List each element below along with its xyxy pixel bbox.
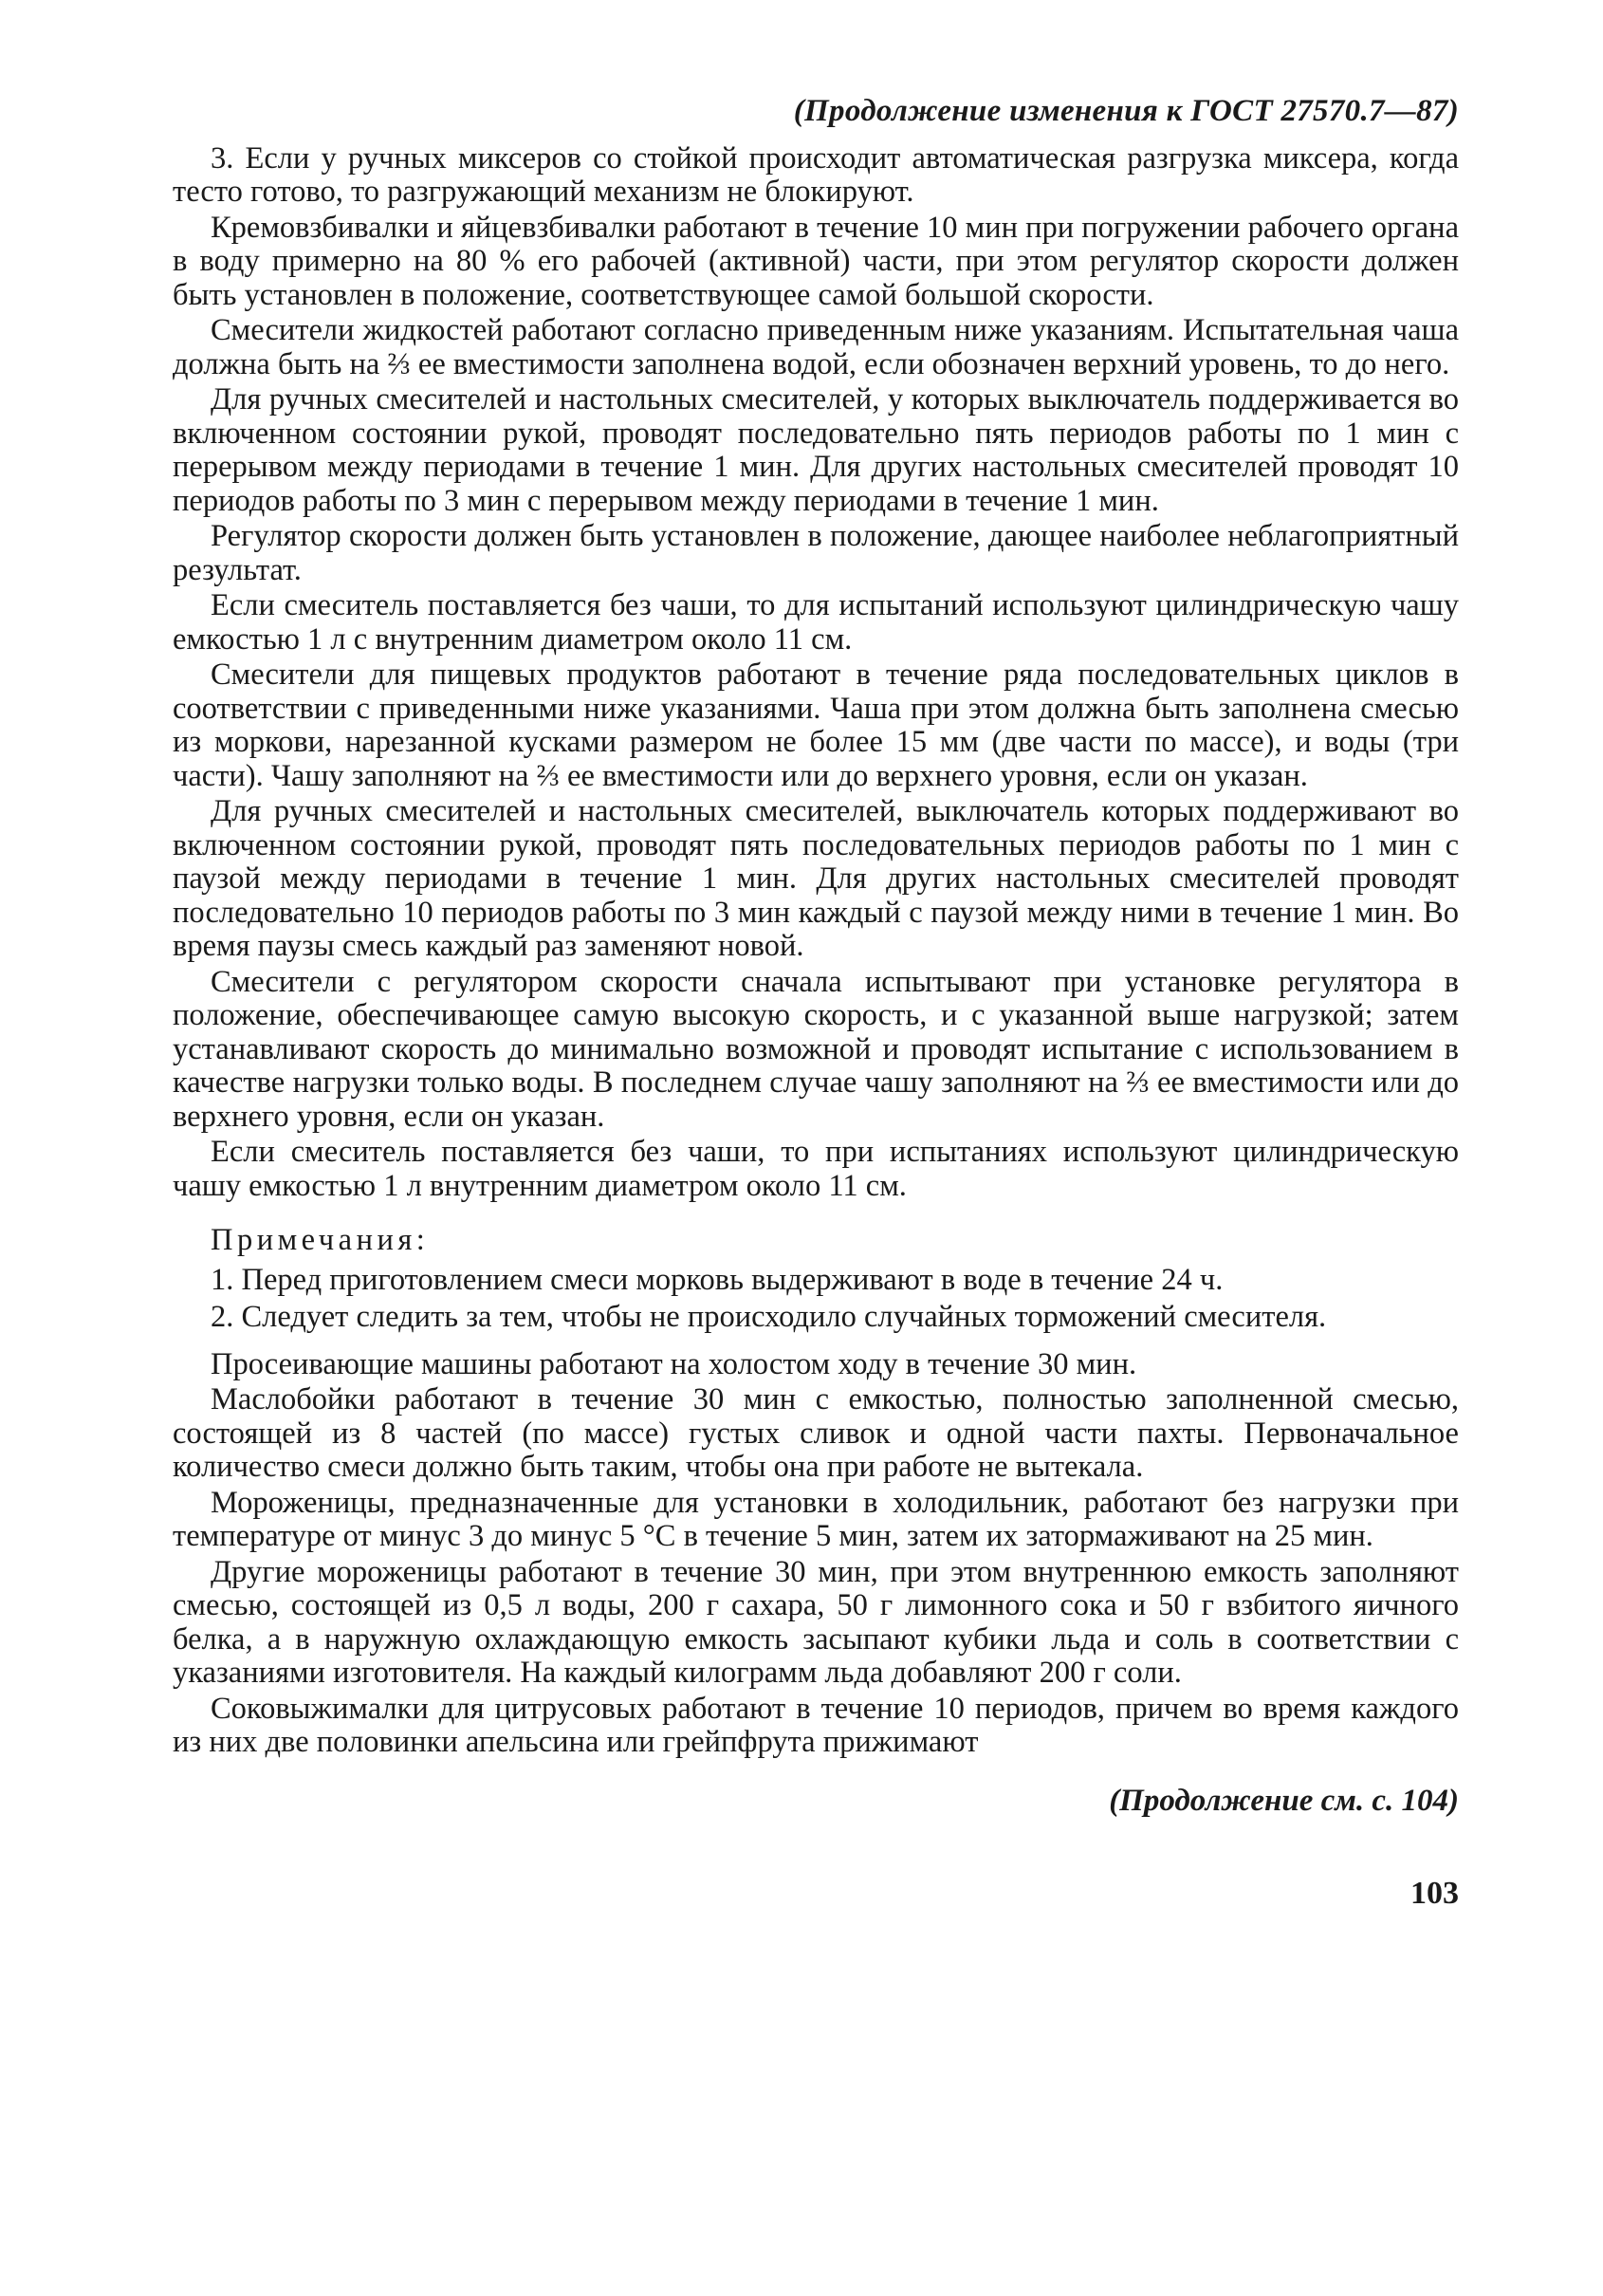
paragraph: Смесители с регулятором скорости сначала испытывают при установке регулятора в положение, обеспечивающее самую высокую скорость, и с указанной выше нагрузкой; затем устанавливают скорость до минимально возможной и проводят испытание с использованием в качестве нагрузки только воды. В последнем случае чашу заполняют на ⅔ ее вместимости или до верхнего уровня, если он указан. — [173, 964, 1459, 1134]
footer-continuation: (Продолжение см. с. 104) — [1109, 1783, 1459, 1818]
paragraph: Если смеситель поставляется без чаши, то при испытаниях используют цилиндрическую чашу емкостью 1 л внутренним диаметром около 11 см. — [173, 1135, 1459, 1203]
paragraph: Соковыжималки для цитрусовых работают в течение 10 периодов, причем во время каждого из них две половинки апельсина или грейпфрута прижимают — [173, 1691, 1459, 1759]
note-item: 2. Следует следить за тем, чтобы не происходило случайных торможений смесителя. — [211, 1300, 1327, 1334]
paragraph: Регулятор скорости должен быть установлен в положение, дающее наиболее неблагоприятный результат. — [173, 519, 1459, 587]
paragraph: 3. Если у ручных миксеров со стойкой происходит автоматическая разгрузка миксера, когда тесто готово, то разгружающий механизм не блокируют. — [173, 140, 1459, 209]
paragraph: Для ручных смесителей и настольных смесителей, у которых выключатель поддерживается во включенном состоянии рукой, проводят последовательно пять периодов работы по 1 мин с перерывом между периодами в течение 1 мин. Для других настольных смесителей проводят 10 периодов работы по 3 мин с перерывом между периодами в течение 1 мин. — [173, 382, 1459, 518]
paragraph: Кремовзбивалки и яйцевзбивалки работают в течение 10 мин при погружении рабочего органа в воду примерно на 80 % его рабочей (активной) части, при этом регулятор скорости должен быть установлен в положение, соответствующее самой большой скорости. — [173, 210, 1459, 312]
paragraph: Смесители жидкостей работают согласно приведенным ниже указаниям. Испытательная чаша должна быть на ⅔ ее вместимости заполнена водой, если обозначен верхний уровень, то до него. — [173, 313, 1459, 381]
note-item: 1. Перед приготовлением смеси морковь выдерживают в воде в течение 24 ч. — [211, 1262, 1224, 1297]
paragraph: Если смеситель поставляется без чаши, то для испытаний используют цилиндрическую чашу емкостью 1 л с внутренним диаметром около 11 см. — [173, 588, 1459, 657]
notes-heading: Примечания: — [211, 1223, 430, 1257]
paragraph: Другие мороженицы работают в течение 30 мин, при этом внутреннюю емкость заполняют смесью, состоящей из 0,5 л воды, 200 г сахара, 50 г лимонного сока и 50 г взбитого яичного белка, а в наружную охлаждающую емкость засыпают кубики льда и соль в соответствии с указаниями изготовителя. На каждый килограмм льда добавляют 200 г соли. — [173, 1554, 1459, 1690]
paragraph: Мороженицы, предназначенные для установки в холодильник, работают без нагрузки при температуре от минус 3 до минус 5 °С в течение 5 мин, затем их затормаживают на 25 мин. — [173, 1485, 1459, 1553]
header-continuation: (Продолжение изменения к ГОСТ 27570.7—87) — [793, 94, 1459, 128]
document-page — [173, 95, 1459, 1911]
paragraph: Просеивающие машины работают на холостом ходу в течение 30 мин. — [211, 1346, 1137, 1381]
paragraph: Смесители для пищевых продуктов работают в течение ряда последовательных циклов в соответствии с приведенными ниже указаниями. Чаша при этом должна быть заполнена смесью из моркови, нарезанной кусками размером не более 15 мм (две части по массе), и воды (три части). Чашу заполняют на ⅔ ее вместимости или до верхнего уровня, если он указан. — [173, 657, 1459, 793]
paragraph: Для ручных смесителей и настольных смесителей, выключатель которых поддерживают во включенном состоянии рукой, проводят пять последовательных периодов работы по 1 мин с паузой между периодами в течение 1 мин. Для других настольных смесителей проводят последовательно 10 периодов работы по 3 мин каждый с паузой между ними в течение 1 мин. Во время паузы смесь каждый раз заменяют новой. — [173, 794, 1459, 963]
paragraph: Маслобойки работают в течение 30 мин с емкостью, полностью заполненной смесью, состоящей из 8 частей (по массе) густых сливок и одной части пахты. Первоначальное количество смеси должно быть таким, чтобы она при работе не вытекала. — [173, 1382, 1459, 1484]
page-number: 103 — [1410, 1876, 1459, 1911]
